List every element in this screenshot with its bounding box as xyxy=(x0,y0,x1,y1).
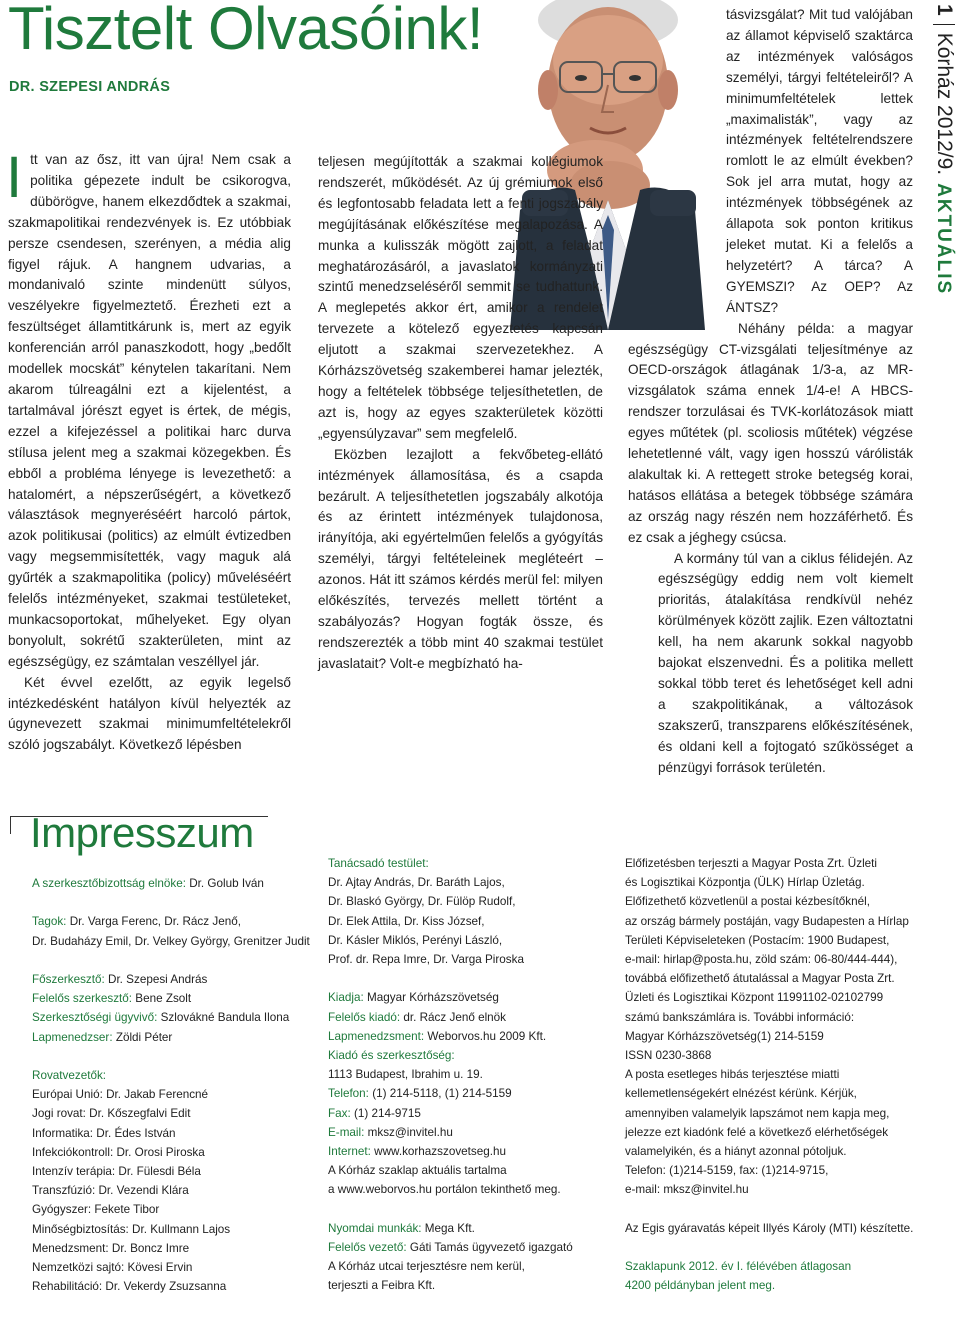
impresszum-line xyxy=(32,1258,310,1277)
impresszum-line xyxy=(625,1065,913,1084)
impresszum-value: (1) 214-5118, (1) 214-5159 xyxy=(372,1087,512,1101)
impresszum-line xyxy=(625,1123,913,1142)
impresszum-label: Felelős kiadó: xyxy=(328,1010,404,1024)
impresszum-value: Dr. Kásler Miklós, Perényi László, xyxy=(328,933,503,947)
impresszum-label: Szerkesztőségi ügyvivő: xyxy=(32,1011,161,1025)
impresszum-line xyxy=(328,1065,573,1084)
impresszum-line xyxy=(625,1084,913,1103)
impresszum-label: Tanácsadó testület: xyxy=(328,857,429,870)
impresszum-line xyxy=(32,1066,310,1085)
impresszum-label: Nyomdai munkák: xyxy=(328,1221,425,1235)
impresszum-value: számú bankszámlára is. További információ: xyxy=(625,1010,855,1024)
author-name: DR. SZEPESI ANDRÁS xyxy=(9,79,171,95)
page-title: Tisztelt Olvasóink! xyxy=(8,0,484,62)
impresszum-value: Európai Unió: Dr. Jakab Ferencné xyxy=(32,1088,209,1102)
impresszum-value: Előfizethető közvetlenül a postai kézbesítőknél, xyxy=(625,895,870,909)
impresszum-line xyxy=(32,970,310,989)
impresszum-value: kellemetlenségekért elnézést kérünk. Kérjük, xyxy=(625,1087,857,1101)
impresszum-value: Gáti Tamás ügyvezető igazgató xyxy=(409,1241,573,1255)
impresszum-value: Zöldi Péter xyxy=(115,1030,173,1044)
impresszum-line xyxy=(625,1161,913,1180)
magazine-issue: Kórház 2012/9. xyxy=(933,32,956,176)
impresszum-value: Területi Képviseleteken (Postacím: 1900 Budapest, xyxy=(625,933,890,947)
impresszum-line xyxy=(625,1257,913,1276)
paragraph: Néhány példa: a magyar egészségügy CT-vizsgálati teljesítménye az OECD-országok átlagának 1/3-a, az MR-vizsgálatok száma ennek 1/4-e! A HBCS-rendszer torzulásai és TVK-korlátozások miatt egyes műtétek (pl. scoliosis műtétek) végzése lehetetlenné vált, vagy igen hosszú várólisták alakultak ki. A rettegett stroke betegség korai, hatásos ellátása a betegek többsége számára az ország nagy részén nem hozzáférhető. És ez csak a jéghegy csúcsa. xyxy=(628,320,913,545)
divider xyxy=(933,24,955,25)
impresszum-line xyxy=(32,874,310,893)
page-number: 1 xyxy=(933,4,956,16)
impresszum-line xyxy=(625,1027,913,1046)
impresszum-value: www.korhazszovetseg.hu xyxy=(374,1145,507,1159)
impresszum-line xyxy=(625,1180,913,1199)
impresszum-line xyxy=(328,1161,573,1180)
impresszum-line xyxy=(32,1008,310,1027)
impresszum-value: (1) 214-9715 xyxy=(353,1106,421,1120)
impresszum-label: Kiadja: xyxy=(328,991,367,1005)
impresszum-value: továbbá előfizethető átutalással a Magyar Posta Zrt. xyxy=(625,972,895,986)
impresszum-line xyxy=(32,932,310,951)
impresszum-value: Dr. Ajtay András, Dr. Baráth Lajos, xyxy=(328,876,505,890)
impresszum-value: Dr. Varga Ferenc, Dr. Rácz Jenő, xyxy=(69,915,241,929)
impresszum-value: terjeszti a Feibra Kft. xyxy=(328,1279,436,1293)
impresszum-value: Nemzetközi sajtó: Kövesi Ervin xyxy=(32,1261,193,1275)
impresszum-line xyxy=(32,1277,310,1296)
impresszum-value: Előfizetésben terjeszti a Magyar Posta Zrt. Üzleti xyxy=(625,857,878,870)
impresszum-value: ISSN 0230-3868 xyxy=(625,1049,712,1063)
impresszum-line xyxy=(328,1238,573,1257)
impresszum-value: Bene Zsolt xyxy=(135,992,192,1006)
impresszum-line xyxy=(625,873,913,892)
impresszum-label: E-mail: xyxy=(328,1125,368,1139)
impresszum-value: 1113 Budapest, Ibrahim u. 19. xyxy=(328,1068,483,1082)
impresszum-line xyxy=(625,969,913,988)
impresszum-value: Dr. Szepesi András xyxy=(108,972,208,986)
impresszum-label: Fax: xyxy=(328,1106,354,1120)
impresszum-label: A szerkesztőbizottság elnöke: xyxy=(32,877,190,890)
impresszum-value: és Logisztikai Központja (ÜLK) Hírlap Üzletág. xyxy=(625,876,865,890)
impresszum-line xyxy=(328,1008,573,1027)
impresszum-label: Rovatvezetők: xyxy=(32,1068,107,1082)
section-label: AKTUÁLIS xyxy=(933,183,954,296)
impresszum-value: a www.weborvos.hu portálon tekinthető meg. xyxy=(328,1183,561,1197)
impresszum-value: Dr. Blaskó György, Dr. Fülöp Rudolf, xyxy=(328,895,516,909)
impresszum-line xyxy=(625,1104,913,1123)
impresszum-value: Rehabilitáció: Dr. Vekerdy Zsuzsanna xyxy=(32,1280,227,1294)
impresszum-value: Menedzsment: Dr. Boncz Imre xyxy=(32,1241,190,1255)
impresszum-line xyxy=(328,988,573,1007)
impresszum-label: Internet: xyxy=(328,1145,375,1159)
page-sidebar xyxy=(930,4,958,296)
impresszum-value: Infekciókontroll: Dr. Orosi Piroska xyxy=(32,1145,205,1159)
paragraph: Eközben lezajlott a fekvőbeteg-ellátó intézmények államosítása, és a csapda bezárult. A teljesíthetetlen jogszabály alkotója és az érintett intézmények tulajdonosa, irányítója, aki egyértelműen felelős a gyógyítás személyi, tárgyi feltételeinek megléteért – azonos. Hát itt számos kérdés merül fel: milyen előkészítés, tervezés mellett történt a szabályozás? Hogyan fogták össze, és rendszerezték a több mint 40 szakmai testület javaslatait? Volt-e megbízható ha- xyxy=(318,446,603,671)
impresszum-column-2 xyxy=(328,854,573,1296)
paragraph: A kormány túl van a ciklus félidején. Az egészségügy eddig nem volt kiemelt prioritás, átalakítása rendkívül nehéz körülmények között zajlik. Ezen változtatni kell, ha nem akarunk sokkal nagyobb bajokat elszenvedni. És a politika mellett sokkal több teret és lehetőséget kell adni a szakpolitikának, a változások szakszerű, transzparens előkészítésének, és oldani kell a fojtogató szűkösséget a pénzügyi források területén. xyxy=(658,550,913,775)
impresszum-line xyxy=(328,1180,573,1199)
spacer xyxy=(32,1047,310,1066)
impresszum-line xyxy=(625,892,913,911)
impresszum-value: A Kórház utcai terjesztésre nem kerül, xyxy=(328,1260,525,1274)
article-column-3 xyxy=(628,5,913,779)
impresszum-line xyxy=(625,1046,913,1065)
impresszum-label: Főszerkesztő: xyxy=(32,972,108,986)
impresszum-line xyxy=(625,854,913,873)
impresszum-title: Impresszum xyxy=(30,809,254,856)
impresszum-value: jelezze ezt kiadónk felé a következő elérhetőségek xyxy=(625,1125,889,1139)
impresszum-line xyxy=(32,1104,310,1123)
impresszum-label: Lapmenedzser: xyxy=(32,1030,116,1044)
impresszum-value: dr. Rácz Jenő elnök xyxy=(403,1010,507,1024)
impresszum-line xyxy=(625,1219,913,1238)
impresszum-line xyxy=(625,1008,913,1027)
impresszum-line xyxy=(328,1027,573,1046)
impresszum-label: Felelős szerkesztő: xyxy=(32,992,136,1006)
impresszum-line xyxy=(328,1104,573,1123)
impresszum-line xyxy=(32,1181,310,1200)
impresszum-value: A Kórház szaklap aktuális tartalma xyxy=(328,1164,507,1178)
impresszum-value: Minőségbiztosítás: Dr. Kullmann Lajos xyxy=(32,1222,231,1236)
impresszum-line xyxy=(328,931,573,950)
impresszum-line xyxy=(328,892,573,911)
spacer xyxy=(625,1200,913,1219)
impresszum-label: Tagok: xyxy=(32,915,70,929)
impresszum-value: Jogi rovat: Dr. Kőszegfalvi Edit xyxy=(32,1107,191,1121)
impresszum-line xyxy=(32,1124,310,1143)
impresszum-line xyxy=(625,950,913,969)
impresszum-line xyxy=(625,931,913,950)
spacer xyxy=(625,1238,913,1257)
impresszum-line xyxy=(328,1142,573,1161)
article-column-2 xyxy=(318,152,603,675)
impresszum-value: Intenzív terápia: Dr. Fülesdi Béla xyxy=(32,1165,201,1178)
impresszum-value: Telefon: (1)214-5159, fax: (1)214-9715, xyxy=(625,1164,829,1178)
impresszum-line xyxy=(625,1142,913,1161)
impresszum-label: 4200 példányban jelent meg. xyxy=(625,1279,776,1293)
paragraph: tásvizsgálat? Mit tud valójában az államot képviselő szaktárca az intézmények valóságos személyi, tárgyi feltételeiről? A minimumfeltételek lettek „maximalisták”, vagy az intézmények feltételrendszere romlott le az elmúlt években? Sok jel arra mutat, hogy az intézmények többségének az állapota sok ponton kritikus jeleket mutat. Ki a felelős a helyzetért? A tárca? A GYEMSZI? Az OEP? Az ÁNTSZ? xyxy=(726,7,913,315)
impresszum-value: Dr. Budaházy Emil, Dr. Velkey György, Grenitzer Judit xyxy=(32,934,310,948)
impresszum-value: Weborvos.hu 2009 Kft. xyxy=(427,1029,547,1043)
paragraph: teljesen megújították a szakmai kollégiumok rendszerét, működését. Az új grémiumok első és legfontosabb feladata lett a fenti jogszabály megújításának előkészítése megalapozása. A munka a kulisszák mögött zajlott, a feladat meghatározásáról, a javaslatok kormányzati szintű menedzseléséről semmit se tudhattunk. A meglepetés akkor ért, amikor a rendelet tervezete a kötelező egyeztetés kapcsán eljutott a szakmai szervezetekhez. A Kórházszövetség szakemberei hamar jelezték, hogy a feltételek többsége teljesíthetetlen, de azt is, hogy az egyes szakterületek közötti „egyensúlyzavar” sem megfelelő. xyxy=(318,154,603,441)
impresszum-column-1 xyxy=(32,874,310,1296)
impresszum-value: Transzfúzió: Dr. Vezendi Klára xyxy=(32,1184,189,1198)
dropcap: I xyxy=(6,145,23,210)
impresszum-line xyxy=(625,988,913,1007)
impresszum-line xyxy=(32,1143,310,1162)
impresszum-line xyxy=(32,912,310,931)
impresszum-line xyxy=(328,950,573,969)
impresszum-value: Mega Kft. xyxy=(424,1221,475,1235)
impresszum-line xyxy=(328,854,573,873)
impresszum-line xyxy=(32,1200,310,1219)
impresszum-value: Informatika: Dr. Édes István xyxy=(32,1126,176,1140)
impresszum-line xyxy=(328,1046,573,1065)
impresszum-label: Felelős vezető: xyxy=(328,1241,410,1255)
impresszum-rule xyxy=(10,816,11,834)
impresszum-line xyxy=(32,1220,310,1239)
article-column-1 xyxy=(6,145,291,756)
impresszum-value: Prof. dr. Repa Imre, Dr. Varga Piroska xyxy=(328,953,524,967)
impresszum-value: Dr. Elek Attila, Dr. Kiss József, xyxy=(328,914,485,928)
spacer xyxy=(328,1200,573,1219)
impresszum-line xyxy=(328,1084,573,1103)
spacer xyxy=(32,951,310,970)
impresszum-line xyxy=(328,1219,573,1238)
impresszum-value: az ország bármely postáján, vagy Budapesten a Hírlap xyxy=(625,914,909,928)
impresszum-line xyxy=(32,1085,310,1104)
spacer xyxy=(32,893,310,912)
spacer xyxy=(328,969,573,988)
impresszum-value: amennyiben valamelyik lapszámot nem kapja meg, xyxy=(625,1106,890,1120)
paragraph xyxy=(6,145,291,673)
impresszum-label: Kiadó és szerkesztőség: xyxy=(328,1049,455,1063)
impresszum-value: Gyógyszer: Fekete Tibor xyxy=(32,1203,160,1217)
impresszum-value: Üzleti és Logisztikai Központ 11991102-02102799 xyxy=(625,991,884,1005)
impresszum-line xyxy=(32,1162,310,1181)
impresszum-line xyxy=(328,1257,573,1276)
paragraph: Két évvel ezelőtt, az egyik legelső intézkedésként hatályon kívül helyezték az úgynevezett szakmai minimumfeltételekről szóló jogszabályt. Következő lépésben xyxy=(8,674,291,753)
impresszum-value: A posta esetleges hibás terjesztése miatti xyxy=(625,1068,840,1082)
impresszum-value: Az Egis gyáravatás képeit Illyés Károly (MTI) készítette. xyxy=(625,1221,914,1235)
impresszum-value: e-mail: hirlap@posta.hu, zöld szám: 06-80/444-444), xyxy=(625,953,898,967)
impresszum-line xyxy=(625,912,913,931)
impresszum-value: e-mail: mksz@invitel.hu xyxy=(625,1183,749,1197)
impresszum-label: Lapmenedzsment: xyxy=(328,1029,428,1043)
impresszum-line xyxy=(328,1276,573,1295)
impresszum-value: Dr. Golub Iván xyxy=(189,877,264,890)
impresszum-line xyxy=(32,1239,310,1258)
impresszum-line xyxy=(328,873,573,892)
impresszum-value: Magyar Kórházszövetség(1) 214-5159 xyxy=(625,1029,824,1043)
impresszum-line xyxy=(625,1276,913,1295)
paragraph-text: tt van az ősz, itt van újra! Nem csak a politika gépezete indult be csikorogva, dübörögve, hanem elkezdődtek a szakmai, szakmapolitikai rendezvények is. Ez utóbbiak persze csendesen, szerényen, a média alig figyel rájuk. A hangnem udvarias, a mondanivaló szinte mindenütt súlyos, veszélyekre figyelmeztető. Érezheti ezt a feszültséget államtitkárunk is, mert az egyik konferencián arról panaszkodott, hogy „bedőlt modellek mocskát” kénytelen takarítani. Nem akarom túlreagálni ezt a kijelentést, a tartalmával jórészt egyet is értek, de mégis, ezzel a kifejezéssel a politikai harc durva stílusa jelent meg a szakmai közegekben. És ebből a probléma lényege is levezethető: a hatalomért, a népszerűségért, a következő választások megnyeréséért harcoló pártok, azok politikusai (politics) az elmúlt évtizedben vagy megsemmisítették, vagy maguk alá gyűrték a szakmapolitika (policy) műveléséért felelős intézményeket, szakmai testületeket, munkacsoportokat, műhelyeket. Egy olyan bonyolult, sokrétű szakterületen, mint az egészségügy, ez számtalan veszéllyel jár. xyxy=(8,152,291,669)
impresszum-label: Szaklapunk 2012. év I. félévében átlagosan xyxy=(625,1260,852,1274)
impresszum-column-3 xyxy=(625,854,913,1296)
impresszum-value: mksz@invitel.hu xyxy=(367,1125,453,1139)
impresszum-label: Telefon: xyxy=(328,1087,373,1101)
impresszum-line xyxy=(328,912,573,931)
impresszum-line xyxy=(32,989,310,1008)
impresszum-value: Magyar Kórházszövetség xyxy=(366,991,499,1005)
impresszum-line xyxy=(328,1123,573,1142)
impresszum-value: Szlovákné Bandula Ilona xyxy=(160,1011,290,1025)
impresszum-line xyxy=(32,1028,310,1047)
impresszum-value: valamelyikén, és a hiányt azonnal pótoljuk. xyxy=(625,1145,847,1159)
